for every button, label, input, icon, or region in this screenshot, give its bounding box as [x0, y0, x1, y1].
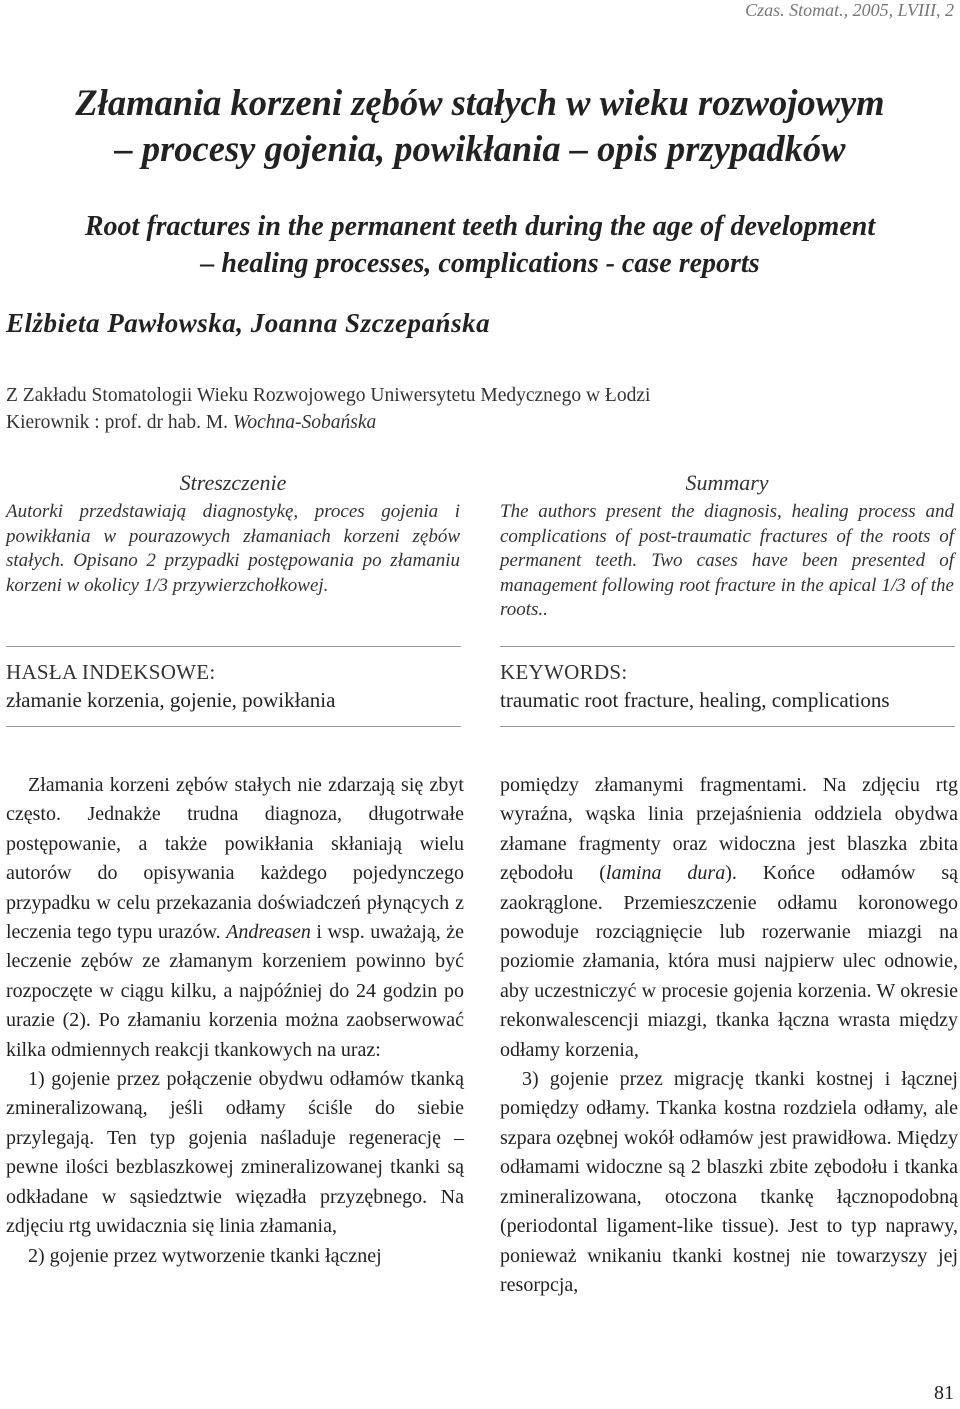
- body-paragraph: 1) gojenie przez połączenie obydwu odłamów tkanką zmineralizowaną, jeśli odłamy ściśle do siebie przylegają. Ten typ gojenia naśladuje regenerację – pewne ilości bezblaszkowej zmineralizowanej tkanki są odkładane w sąsiedztwie więzadła przyzębnego. Na zdjęciu rtg uwidacznia się linia złamania,: [6, 1068, 464, 1238]
- divider: [6, 646, 461, 647]
- body-column-left: [6, 771, 464, 1271]
- body-paragraph: 2) gojenie przez wytworzenie tkanki łącznej: [28, 1244, 382, 1267]
- title-line-1: Złamania korzeni zębów stałych w wieku rozwojowym: [75, 82, 885, 123]
- affiliation-line-2: [6, 409, 376, 436]
- abstract-polish: [6, 470, 460, 598]
- abstract-pl-heading: Streszczenie: [179, 470, 287, 495]
- subtitle-line-2: – healing processes, complications - case reports: [200, 248, 760, 279]
- divider: [500, 726, 955, 727]
- body-paragraph: 3) gojenie przez migrację tkanki kostnej i łącznej pomiędzy odłamy. Tkanka kostna rozdziela odłamy, ale szpara ozębnej wokół odłamów jest prawidłowa. Między odłamami widoczne są 2 blaszki zbite zębodołu i tkanka zmineralizowana, otoczona tkankę łącznopodobną (periodontal ligament-like tissue). Jest to typ naprawy, ponieważ wnikaniu tkanki kostnej nie towarzyszy jej resorpcja,: [500, 1068, 958, 1296]
- abstract-en-heading: Summary: [685, 470, 769, 495]
- divider: [500, 646, 955, 647]
- divider: [6, 726, 461, 727]
- affiliation-head-prefix: Kierownik : prof. dr hab. M.: [6, 412, 233, 433]
- body-paragraph: [500, 771, 958, 1065]
- abstract-english: [500, 470, 954, 623]
- abstract-pl-text: Autorki przedstawiają diagnostykę, proces gojenia i powikłania w pourazowych złamaniach korzeni zębów stałych. Opisano 2 przypadki postępowania po złamaniu korzeni w okolicy 1/3 przywierzchołkowej.: [6, 501, 460, 596]
- keywords-en-heading: KEYWORDS:: [500, 660, 628, 684]
- body-column-right: [500, 771, 958, 1300]
- journal-reference: Czas. Stomat., 2005, LVIII, 2: [745, 0, 954, 20]
- body-paragraph: [6, 771, 464, 1065]
- body-text: ). Końce odłamów są zaokrąglone. Przemieszczenie odłamu koronowego powoduje rozciągnięcie lub rozerwanie miazgi na poziomie złamania, która musi najpierw ulec odnowie, aby uczestniczyć w procesie gojenia korzenia. W okresie rekonwalescencji miazgi, tkanka łączna wrasta między odłamy korzenia,: [500, 862, 959, 1061]
- body-text: Złamania korzeni zębów stałych nie zdarzają się zbyt często. Jednakże trudna diagnoza, długotrwałe postępowanie, a także powikłania skłaniają wielu autorów do opisywania każdego pojedynczego przypadku w celu przekazania doświadczeń płynących z leczenia tego typu urazów.: [6, 774, 464, 944]
- title-line-2: – procesy gojenia, powikłania – opis przypadków: [114, 128, 846, 169]
- body-text: i wsp. uważają, że leczenie zębów ze złamanym korzeniem powinno być rozpoczęte w ciągu kilku, a najpóźniej do 24 godzin po urazie (2). Po złamaniu korzenia można zaobserwować kilka odmiennych reakcji tkankowych na uraz:: [6, 921, 465, 1061]
- keywords-pl-text: złamanie korzenia, gojenie, powikłania: [6, 688, 336, 712]
- page-number: 81: [934, 1382, 954, 1404]
- abstract-en-text: The authors present the diagnosis, healing process and complications of post-traumatic fractures of the roots of permanent teeth. Two cases have been presented of management following root fracture in the apical 1/3 of the roots..: [500, 501, 954, 621]
- keywords-pl-heading: HASŁA INDEKSOWE:: [6, 660, 216, 684]
- body-term: lamina dura: [605, 862, 726, 885]
- body-text: pomiędzy złamanymi fragmentami. Na zdjęciu rtg wyraźna, wąska linia przejaśnienia oddziela obydwa złamane fragmenty oraz widoczna jest blaszka zbita zębodołu (: [500, 774, 958, 885]
- subtitle-line-1: Root fractures in the permanent teeth during the age of development: [84, 211, 876, 242]
- affiliation-head-name: Wochna-Sobańska: [232, 412, 377, 433]
- body-author-ref: Andreasen: [226, 921, 311, 944]
- authors: Elżbieta Pawłowska, Joanna Szczepańska: [6, 308, 491, 338]
- affiliation-line-1: Z Zakładu Stomatologii Wieku Rozwojowego Uniwersytetu Medycznego w Łodzi: [6, 385, 651, 406]
- keywords-en-text: traumatic root fracture, healing, complications: [500, 688, 890, 712]
